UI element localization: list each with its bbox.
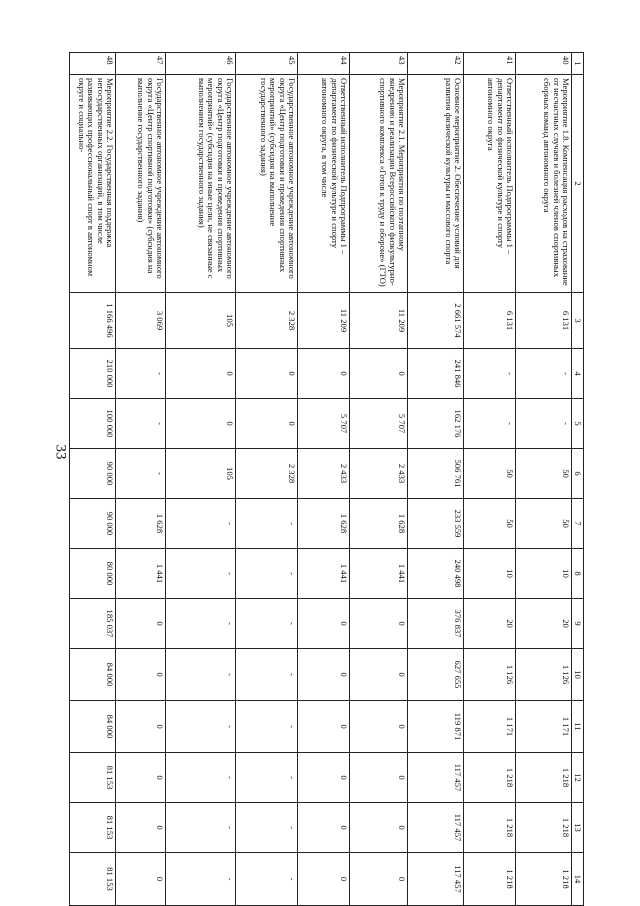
value-cell: 1 218 (516, 753, 572, 803)
column-header: 2 (572, 75, 584, 293)
value-cell: 0 (236, 399, 298, 449)
table-row (298, 53, 350, 906)
value-cell: 1 218 (516, 853, 572, 906)
value-cell: 0 (298, 803, 350, 853)
row-number-cell: 46 (166, 53, 236, 75)
value-cell: 105 (166, 293, 236, 349)
value-cell: 2 661 574 (408, 293, 464, 349)
value-cell: - (166, 803, 236, 853)
table-row (464, 53, 516, 906)
value-cell: 1 628 (350, 499, 408, 549)
value-cell: 119 871 (408, 701, 464, 753)
description-cell: Мероприятие 2.2. Государственная поддержка негосударственных организаций, в том числе развивающих профессиональный спорт в автономном округе и социально- (70, 75, 116, 293)
value-cell: 84 000 (70, 701, 116, 753)
value-cell: 3 069 (116, 293, 166, 349)
value-cell: - (236, 803, 298, 853)
value-cell: 0 (116, 599, 166, 649)
column-header: 14 (572, 853, 584, 906)
row-number-cell: 42 (408, 53, 464, 75)
value-cell: 0 (116, 649, 166, 701)
value-cell: 5 707 (350, 399, 408, 449)
value-cell: 2 433 (350, 449, 408, 499)
value-cell: 233 559 (408, 499, 464, 549)
value-cell: 0 (298, 649, 350, 701)
value-cell: 0 (298, 853, 350, 906)
value-cell: - (236, 701, 298, 753)
header-row (572, 53, 584, 906)
value-cell: 0 (116, 803, 166, 853)
value-cell: 0 (350, 349, 408, 399)
value-cell: 117 457 (408, 803, 464, 853)
row-number-cell: 40 (516, 53, 572, 75)
value-cell: 0 (350, 649, 408, 701)
value-cell: 1 218 (516, 803, 572, 853)
value-cell: - (116, 449, 166, 499)
column-header: 12 (572, 753, 584, 803)
value-cell: 2 328 (236, 293, 298, 349)
value-cell: 0 (350, 803, 408, 853)
value-cell: 90 000 (70, 449, 116, 499)
value-cell: - (464, 399, 516, 449)
value-cell: - (116, 399, 166, 449)
value-cell: 1 441 (350, 549, 408, 599)
value-cell: 5 707 (298, 399, 350, 449)
value-cell: 90 000 (70, 499, 116, 549)
table-row (116, 53, 166, 906)
rotated-table-container (77, 52, 584, 905)
value-cell: 100 000 (70, 399, 116, 449)
table-body (70, 53, 572, 906)
value-cell: - (236, 853, 298, 906)
description-cell: Государственное автономное учреждение автономного округа «Центр подготовки и проведения спортивных мероприятий» (субсидия на иные цели, не связанные с выполнением государственного задания) (166, 75, 236, 293)
row-number-cell: 41 (464, 53, 516, 75)
value-cell: 81 153 (70, 753, 116, 803)
column-header: 9 (572, 599, 584, 649)
value-cell: 0 (298, 753, 350, 803)
column-header: 1 (572, 53, 584, 75)
value-cell: - (236, 499, 298, 549)
column-header: 3 (572, 293, 584, 349)
column-header: 10 (572, 649, 584, 701)
value-cell: 210 000 (70, 349, 116, 399)
description-cell: Ответственный исполнитель Подпрограммы 1 – департамент по физической культуре и спорту автономного округа, в том числе (298, 75, 350, 293)
value-cell: 10 (464, 549, 516, 599)
value-cell: 0 (116, 853, 166, 906)
value-cell: 241 846 (408, 349, 464, 399)
value-cell: 6 131 (464, 293, 516, 349)
row-number-cell: 48 (70, 53, 116, 75)
description-cell: Основное мероприятие 2. Обеспечение условий для развития физической культуры и массового спорта (408, 75, 464, 293)
value-cell: - (464, 349, 516, 399)
value-cell: 1 441 (298, 549, 350, 599)
value-cell: - (236, 753, 298, 803)
value-cell: - (236, 649, 298, 701)
value-cell: 81 153 (70, 803, 116, 853)
value-cell: 20 (516, 599, 572, 649)
value-cell: 11 209 (298, 293, 350, 349)
value-cell: 80 000 (70, 549, 116, 599)
value-cell: 1 166 496 (70, 293, 116, 349)
description-cell: Ответственный исполнитель Подпрограммы 1 – департамент по физической культуре и спорту автономного округа (464, 75, 516, 293)
row-number-cell: 43 (350, 53, 408, 75)
value-cell: 1 218 (464, 753, 516, 803)
column-header: 8 (572, 549, 584, 599)
value-cell: 0 (350, 701, 408, 753)
column-header: 4 (572, 349, 584, 399)
table-row (236, 53, 298, 906)
table-row (350, 53, 408, 906)
value-cell: - (236, 599, 298, 649)
table-row (408, 53, 464, 906)
value-cell: 1 171 (516, 701, 572, 753)
value-cell: 117 457 (408, 753, 464, 803)
value-cell: 1 628 (116, 499, 166, 549)
value-cell: 185 037 (70, 599, 116, 649)
value-cell: 506 761 (408, 449, 464, 499)
value-cell: - (116, 349, 166, 399)
value-cell: 240 498 (408, 549, 464, 599)
value-cell: - (166, 549, 236, 599)
column-header: 11 (572, 701, 584, 753)
value-cell: 0 (298, 599, 350, 649)
value-cell: 0 (298, 701, 350, 753)
value-cell: 1 126 (516, 649, 572, 701)
value-cell: 117 457 (408, 853, 464, 906)
description-cell: Мероприятие 1.8. Компенсация расходов на страхование от несчастных случаев и болезней членов спортивных сборных команд автономного округа (516, 75, 572, 293)
value-cell: 6 131 (516, 293, 572, 349)
value-cell: 1 218 (464, 803, 516, 853)
value-cell: 162 176 (408, 399, 464, 449)
description-cell: Государственное автономное учреждение автономного округа «Центр спортивной подготовки» (субсидия на выполнение государственного задания) (116, 75, 166, 293)
value-cell: 50 (464, 499, 516, 549)
description-cell: Государственное автономное учреждение автономного округа «Центр подготовки и проведения спортивных мероприятий» (субсидия на выполнение государственного задания) (236, 75, 298, 293)
value-cell: 0 (166, 349, 236, 399)
value-cell: 50 (516, 449, 572, 499)
value-cell: - (166, 853, 236, 906)
value-cell: 376 837 (408, 599, 464, 649)
value-cell: 10 (516, 549, 572, 599)
value-cell: 0 (236, 349, 298, 399)
description-cell: Мероприятие 2.1. Мероприятия по поэтапному внедрению и реализации Всероссийского физкультурно-спортивного комплекса «Готов к труду и обороне» (ГТО) (350, 75, 408, 293)
column-header: 7 (572, 499, 584, 549)
value-cell: 11 209 (350, 293, 408, 349)
budget-table (69, 52, 584, 906)
table-row (516, 53, 572, 906)
value-cell: 627 655 (408, 649, 464, 701)
value-cell: 50 (464, 449, 516, 499)
value-cell: 20 (464, 599, 516, 649)
row-number-cell: 47 (116, 53, 166, 75)
table-row (166, 53, 236, 906)
value-cell: - (166, 499, 236, 549)
value-cell: 0 (350, 599, 408, 649)
table-row (70, 53, 116, 906)
value-cell: - (516, 399, 572, 449)
value-cell: 0 (350, 753, 408, 803)
column-header: 6 (572, 449, 584, 499)
value-cell: - (236, 549, 298, 599)
value-cell: 1 171 (464, 701, 516, 753)
value-cell: 2 433 (298, 449, 350, 499)
row-number-cell: 44 (298, 53, 350, 75)
row-number-cell: 45 (236, 53, 298, 75)
value-cell: - (166, 599, 236, 649)
column-header: 5 (572, 399, 584, 449)
value-cell: 105 (166, 449, 236, 499)
value-cell: 81 153 (70, 853, 116, 906)
value-cell: 0 (298, 349, 350, 399)
value-cell: - (516, 349, 572, 399)
value-cell: 1 126 (464, 649, 516, 701)
value-cell: 50 (516, 499, 572, 549)
value-cell: 0 (116, 701, 166, 753)
value-cell: 0 (350, 853, 408, 906)
value-cell: 1 628 (298, 499, 350, 549)
value-cell: 0 (116, 753, 166, 803)
value-cell: 0 (166, 399, 236, 449)
column-header: 13 (572, 803, 584, 853)
value-cell: - (166, 701, 236, 753)
page-number: 33 (52, 444, 69, 460)
value-cell: 84 000 (70, 649, 116, 701)
value-cell: 1 218 (464, 853, 516, 906)
value-cell: - (166, 753, 236, 803)
value-cell: - (166, 649, 236, 701)
value-cell: 1 441 (116, 549, 166, 599)
value-cell: 2 328 (236, 449, 298, 499)
